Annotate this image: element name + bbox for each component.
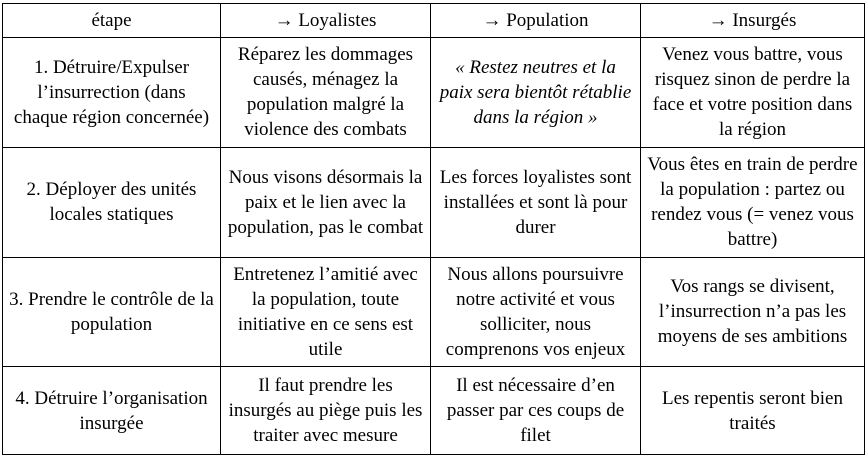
- population-cell: Nous allons poursuivre notre activité et vous solliciter, nous comprenons vos enjeux: [431, 257, 641, 367]
- loyalistes-cell: Il faut prendre les insurgés au piège puis les traiter avec mesure: [221, 367, 431, 455]
- loyalistes-cell: Entretenez l’amitié avec la population, toute initiative en ce sens est utile: [221, 257, 431, 367]
- header-etape: étape: [3, 4, 221, 38]
- step-cell: 4. Détruire l’organisation insurgée: [3, 367, 221, 455]
- step-cell: 2. Déployer des unités locales statiques: [3, 147, 221, 257]
- population-cell: Les forces loyalistes sont installées et sont là pour durer: [431, 147, 641, 257]
- strategy-table: [2, 3, 865, 455]
- insurges-cell: Venez vous battre, vous risquez sinon de perdre la face et votre position dans la région: [641, 38, 865, 148]
- insurges-cell: Les repentis seront bien traités: [641, 367, 865, 455]
- table-row: [3, 38, 865, 148]
- population-cell: Il est nécessaire d’en passer par ces coups de filet: [431, 367, 641, 455]
- loyalistes-cell: Nous visons désormais la paix et le lien avec la population, pas le combat: [221, 147, 431, 257]
- population-cell: « Restez neutres et la paix sera bientôt rétablie dans la région »: [431, 38, 641, 148]
- step-cell: 3. Prendre le contrôle de la population: [3, 257, 221, 367]
- insurges-cell: Vous êtes en train de perdre la population : partez ou rendez vous (= venez vous battre): [641, 147, 865, 257]
- header-insurges: → Insurgés: [641, 4, 865, 38]
- header-loyalistes: → Loyalistes: [221, 4, 431, 38]
- table-row: [3, 147, 865, 257]
- step-cell: 1. Détruire/Expulser l’insurrection (dans chaque région concernée): [3, 38, 221, 148]
- table-row: [3, 257, 865, 367]
- table-row: [3, 367, 865, 455]
- header-row: [3, 4, 865, 38]
- insurges-cell: Vos rangs se divisent, l’insurrection n’a pas les moyens de ses ambitions: [641, 257, 865, 367]
- header-population: → Population: [431, 4, 641, 38]
- loyalistes-cell: Réparez les dommages causés, ménagez la population malgré la violence des combats: [221, 38, 431, 148]
